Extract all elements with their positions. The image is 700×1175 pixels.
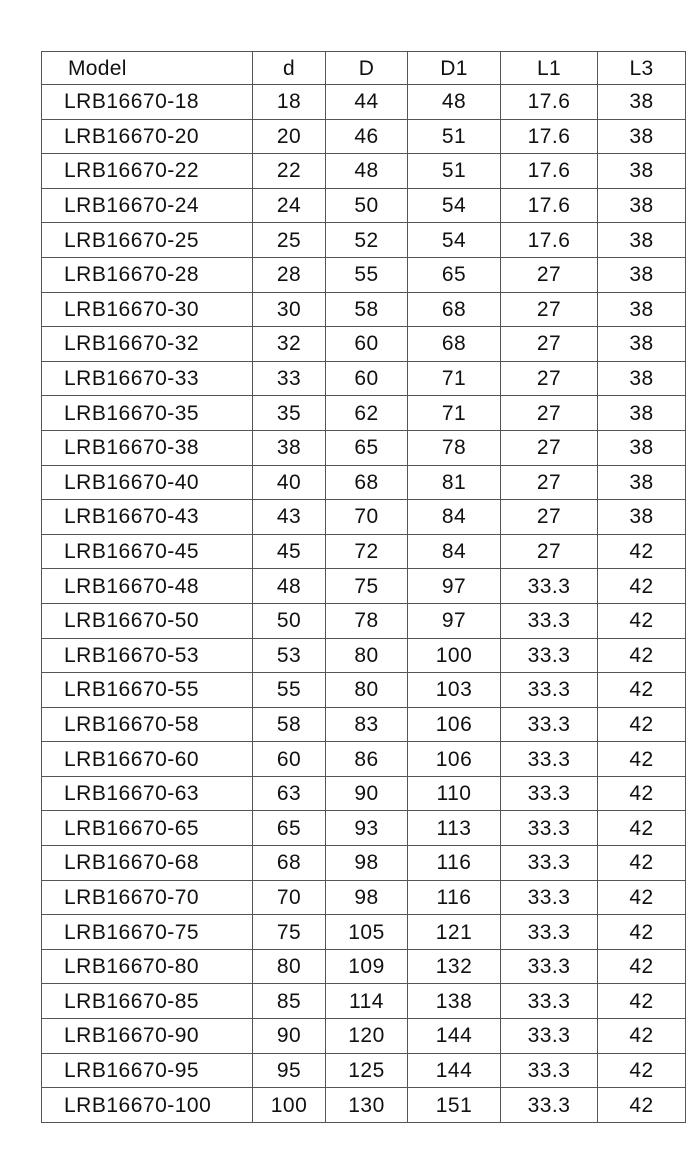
model-cell: LRB16670-80 xyxy=(42,949,253,984)
D-cell: 75 xyxy=(326,569,408,604)
d-cell: 43 xyxy=(253,500,326,535)
model-cell: LRB16670-75 xyxy=(42,915,253,950)
L3-cell: 38 xyxy=(598,223,686,258)
L1-cell: 33.3 xyxy=(501,915,598,950)
D1-cell: 68 xyxy=(408,327,501,362)
model-cell: LRB16670-65 xyxy=(42,811,253,846)
D1-cell: 103 xyxy=(408,673,501,708)
d-cell: 58 xyxy=(253,707,326,742)
model-cell: LRB16670-35 xyxy=(42,396,253,431)
table-row xyxy=(42,638,686,673)
D1-cell: 65 xyxy=(408,257,501,292)
spec-table-body xyxy=(42,52,686,1123)
model-cell: LRB16670-33 xyxy=(42,361,253,396)
D1-cell: 121 xyxy=(408,915,501,950)
L1-cell: 17.6 xyxy=(501,154,598,189)
table-row xyxy=(42,154,686,189)
model-cell: LRB16670-53 xyxy=(42,638,253,673)
L3-cell: 38 xyxy=(598,465,686,500)
L1-cell: 27 xyxy=(501,361,598,396)
d-cell: 70 xyxy=(253,880,326,915)
L3-cell: 42 xyxy=(598,673,686,708)
D-cell: 125 xyxy=(326,1053,408,1088)
table-row xyxy=(42,673,686,708)
model-cell: LRB16670-48 xyxy=(42,569,253,604)
L1-cell: 33.3 xyxy=(501,742,598,777)
table-row xyxy=(42,984,686,1019)
table-row xyxy=(42,188,686,223)
D1-cell: 144 xyxy=(408,1019,501,1054)
D1-cell: 100 xyxy=(408,638,501,673)
L3-cell: 38 xyxy=(598,154,686,189)
d-cell: 18 xyxy=(253,85,326,120)
d-cell: 53 xyxy=(253,638,326,673)
D1-cell: 116 xyxy=(408,846,501,881)
L1-cell: 33.3 xyxy=(501,638,598,673)
D-cell: 114 xyxy=(326,984,408,1019)
table-row xyxy=(42,776,686,811)
D1-cell: 84 xyxy=(408,534,501,569)
D1-cell: 54 xyxy=(408,188,501,223)
model-cell: LRB16670-68 xyxy=(42,846,253,881)
D-cell: 52 xyxy=(326,223,408,258)
header-row xyxy=(42,52,686,85)
header-L3: L3 xyxy=(598,52,686,85)
D1-cell: 144 xyxy=(408,1053,501,1088)
D1-cell: 78 xyxy=(408,430,501,465)
D-cell: 86 xyxy=(326,742,408,777)
table-row xyxy=(42,846,686,881)
d-cell: 45 xyxy=(253,534,326,569)
d-cell: 30 xyxy=(253,292,326,327)
table-row xyxy=(42,361,686,396)
header-L1: L1 xyxy=(501,52,598,85)
model-cell: LRB16670-40 xyxy=(42,465,253,500)
L3-cell: 42 xyxy=(598,949,686,984)
L1-cell: 33.3 xyxy=(501,569,598,604)
L3-cell: 42 xyxy=(598,569,686,604)
L3-cell: 42 xyxy=(598,1019,686,1054)
D-cell: 109 xyxy=(326,949,408,984)
d-cell: 24 xyxy=(253,188,326,223)
table-row xyxy=(42,500,686,535)
d-cell: 32 xyxy=(253,327,326,362)
header-D1: D1 xyxy=(408,52,501,85)
table-row xyxy=(42,569,686,604)
D-cell: 62 xyxy=(326,396,408,431)
model-cell: LRB16670-20 xyxy=(42,119,253,154)
model-cell: LRB16670-58 xyxy=(42,707,253,742)
d-cell: 85 xyxy=(253,984,326,1019)
L3-cell: 38 xyxy=(598,361,686,396)
L3-cell: 42 xyxy=(598,707,686,742)
d-cell: 50 xyxy=(253,603,326,638)
header-D: D xyxy=(326,52,408,85)
D1-cell: 81 xyxy=(408,465,501,500)
model-cell: LRB16670-28 xyxy=(42,257,253,292)
D-cell: 90 xyxy=(326,776,408,811)
D1-cell: 110 xyxy=(408,776,501,811)
D-cell: 68 xyxy=(326,465,408,500)
header-model: Model xyxy=(42,52,253,85)
L3-cell: 42 xyxy=(598,638,686,673)
D-cell: 65 xyxy=(326,430,408,465)
table-row xyxy=(42,603,686,638)
L1-cell: 17.6 xyxy=(501,85,598,120)
D-cell: 83 xyxy=(326,707,408,742)
table-row xyxy=(42,534,686,569)
d-cell: 48 xyxy=(253,569,326,604)
L1-cell: 27 xyxy=(501,534,598,569)
L3-cell: 42 xyxy=(598,846,686,881)
L1-cell: 27 xyxy=(501,257,598,292)
model-cell: LRB16670-22 xyxy=(42,154,253,189)
L1-cell: 33.3 xyxy=(501,603,598,638)
D1-cell: 97 xyxy=(408,603,501,638)
L1-cell: 27 xyxy=(501,430,598,465)
D-cell: 78 xyxy=(326,603,408,638)
D1-cell: 113 xyxy=(408,811,501,846)
D-cell: 80 xyxy=(326,673,408,708)
D1-cell: 48 xyxy=(408,85,501,120)
d-cell: 63 xyxy=(253,776,326,811)
model-cell: LRB16670-18 xyxy=(42,85,253,120)
D-cell: 60 xyxy=(326,361,408,396)
L3-cell: 38 xyxy=(598,257,686,292)
L1-cell: 33.3 xyxy=(501,1053,598,1088)
model-cell: LRB16670-60 xyxy=(42,742,253,777)
L3-cell: 42 xyxy=(598,1088,686,1123)
D-cell: 72 xyxy=(326,534,408,569)
L3-cell: 38 xyxy=(598,85,686,120)
L1-cell: 27 xyxy=(501,327,598,362)
D-cell: 98 xyxy=(326,846,408,881)
D-cell: 70 xyxy=(326,500,408,535)
L3-cell: 38 xyxy=(598,188,686,223)
D1-cell: 84 xyxy=(408,500,501,535)
table-row xyxy=(42,1053,686,1088)
L3-cell: 38 xyxy=(598,500,686,535)
d-cell: 25 xyxy=(253,223,326,258)
L1-cell: 33.3 xyxy=(501,811,598,846)
table-row xyxy=(42,119,686,154)
model-cell: LRB16670-95 xyxy=(42,1053,253,1088)
D-cell: 48 xyxy=(326,154,408,189)
table-row xyxy=(42,880,686,915)
L1-cell: 33.3 xyxy=(501,776,598,811)
L1-cell: 33.3 xyxy=(501,949,598,984)
table-row xyxy=(42,292,686,327)
table-row xyxy=(42,949,686,984)
table-row xyxy=(42,915,686,950)
table-row xyxy=(42,1019,686,1054)
L3-cell: 42 xyxy=(598,603,686,638)
D1-cell: 71 xyxy=(408,396,501,431)
L3-cell: 38 xyxy=(598,430,686,465)
D1-cell: 106 xyxy=(408,742,501,777)
d-cell: 33 xyxy=(253,361,326,396)
d-cell: 60 xyxy=(253,742,326,777)
model-cell: LRB16670-45 xyxy=(42,534,253,569)
spec-table xyxy=(41,51,686,1123)
model-cell: LRB16670-38 xyxy=(42,430,253,465)
table-row xyxy=(42,742,686,777)
L3-cell: 42 xyxy=(598,1053,686,1088)
L3-cell: 42 xyxy=(598,915,686,950)
model-cell: LRB16670-55 xyxy=(42,673,253,708)
d-cell: 80 xyxy=(253,949,326,984)
D1-cell: 132 xyxy=(408,949,501,984)
D-cell: 130 xyxy=(326,1088,408,1123)
d-cell: 28 xyxy=(253,257,326,292)
L1-cell: 33.3 xyxy=(501,707,598,742)
L1-cell: 33.3 xyxy=(501,1019,598,1054)
L3-cell: 38 xyxy=(598,292,686,327)
L1-cell: 33.3 xyxy=(501,880,598,915)
table-row xyxy=(42,1088,686,1123)
D1-cell: 138 xyxy=(408,984,501,1019)
d-cell: 40 xyxy=(253,465,326,500)
d-cell: 22 xyxy=(253,154,326,189)
D1-cell: 106 xyxy=(408,707,501,742)
D1-cell: 151 xyxy=(408,1088,501,1123)
L3-cell: 38 xyxy=(598,119,686,154)
table-row xyxy=(42,223,686,258)
table-row xyxy=(42,811,686,846)
D1-cell: 116 xyxy=(408,880,501,915)
d-cell: 35 xyxy=(253,396,326,431)
d-cell: 55 xyxy=(253,673,326,708)
D-cell: 98 xyxy=(326,880,408,915)
model-cell: LRB16670-100 xyxy=(42,1088,253,1123)
table-row xyxy=(42,85,686,120)
table-row xyxy=(42,465,686,500)
model-cell: LRB16670-30 xyxy=(42,292,253,327)
table-row xyxy=(42,396,686,431)
D1-cell: 68 xyxy=(408,292,501,327)
D-cell: 120 xyxy=(326,1019,408,1054)
L1-cell: 27 xyxy=(501,465,598,500)
L1-cell: 33.3 xyxy=(501,846,598,881)
L3-cell: 42 xyxy=(598,534,686,569)
D1-cell: 71 xyxy=(408,361,501,396)
D1-cell: 51 xyxy=(408,154,501,189)
L1-cell: 27 xyxy=(501,292,598,327)
model-cell: LRB16670-43 xyxy=(42,500,253,535)
D1-cell: 54 xyxy=(408,223,501,258)
L3-cell: 42 xyxy=(598,742,686,777)
table-row xyxy=(42,707,686,742)
D-cell: 105 xyxy=(326,915,408,950)
model-cell: LRB16670-32 xyxy=(42,327,253,362)
D-cell: 58 xyxy=(326,292,408,327)
L1-cell: 33.3 xyxy=(501,1088,598,1123)
D-cell: 50 xyxy=(326,188,408,223)
D-cell: 44 xyxy=(326,85,408,120)
table-row xyxy=(42,327,686,362)
d-cell: 20 xyxy=(253,119,326,154)
L3-cell: 42 xyxy=(598,880,686,915)
D-cell: 80 xyxy=(326,638,408,673)
L3-cell: 42 xyxy=(598,776,686,811)
D1-cell: 97 xyxy=(408,569,501,604)
model-cell: LRB16670-90 xyxy=(42,1019,253,1054)
D-cell: 55 xyxy=(326,257,408,292)
d-cell: 95 xyxy=(253,1053,326,1088)
L3-cell: 38 xyxy=(598,396,686,431)
L1-cell: 33.3 xyxy=(501,984,598,1019)
table-row xyxy=(42,430,686,465)
d-cell: 90 xyxy=(253,1019,326,1054)
d-cell: 38 xyxy=(253,430,326,465)
model-cell: LRB16670-70 xyxy=(42,880,253,915)
D1-cell: 51 xyxy=(408,119,501,154)
L1-cell: 17.6 xyxy=(501,223,598,258)
model-cell: LRB16670-50 xyxy=(42,603,253,638)
L3-cell: 38 xyxy=(598,327,686,362)
model-cell: LRB16670-63 xyxy=(42,776,253,811)
d-cell: 68 xyxy=(253,846,326,881)
D-cell: 93 xyxy=(326,811,408,846)
table-row xyxy=(42,257,686,292)
D-cell: 46 xyxy=(326,119,408,154)
d-cell: 65 xyxy=(253,811,326,846)
L1-cell: 17.6 xyxy=(501,188,598,223)
header-d: d xyxy=(253,52,326,85)
model-cell: LRB16670-25 xyxy=(42,223,253,258)
L1-cell: 33.3 xyxy=(501,673,598,708)
L1-cell: 27 xyxy=(501,396,598,431)
d-cell: 100 xyxy=(253,1088,326,1123)
L3-cell: 42 xyxy=(598,984,686,1019)
d-cell: 75 xyxy=(253,915,326,950)
L1-cell: 17.6 xyxy=(501,119,598,154)
L3-cell: 42 xyxy=(598,811,686,846)
model-cell: LRB16670-85 xyxy=(42,984,253,1019)
D-cell: 60 xyxy=(326,327,408,362)
L1-cell: 27 xyxy=(501,500,598,535)
model-cell: LRB16670-24 xyxy=(42,188,253,223)
